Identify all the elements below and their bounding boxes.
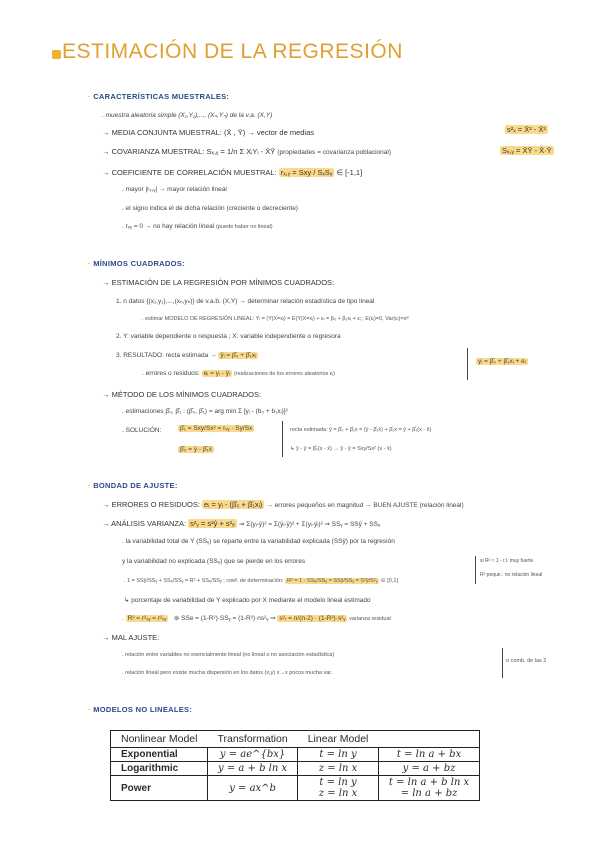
metodo-label: → MÉTODO DE LOS MÍNIMOS CUADRADOS: xyxy=(102,390,262,399)
model-formula: y = ax^b xyxy=(207,776,297,801)
brace xyxy=(467,348,468,380)
cov-line: → COVARIANZA MUESTRAL: Sₓ,ᵧ = 1/n Σ XᵢYᵢ - X̄Ȳ (propiedades = covarianza poblacional) xyxy=(102,147,392,156)
brace xyxy=(502,648,503,678)
mal1: . relación entre variables no esencialmente lineal (no lineal o no asociación estadística) xyxy=(122,652,335,658)
section-heading-modelos: · MODELOS NO LINEALES: xyxy=(88,705,193,714)
r2-note2: R² peque.: no relación lineal xyxy=(480,572,543,578)
step3: 3. RESULTADO: recta estimada → ŷᵢ = β̂₀ + β̂₁xᵢ xyxy=(116,352,257,359)
sol1: β̂₁ = Sxy/Sx² = rₓᵧ · Sy/Sx xyxy=(180,425,253,432)
brace xyxy=(475,556,476,584)
linear-model: y = a + bz xyxy=(378,762,479,776)
recta2-line: ↳ ŷ - ȳ = β̂₁(x - x̄) → ŷ - ȳ = Sxy/Sx² (x - x̄) xyxy=(290,446,392,452)
transformation: z = ln x xyxy=(298,762,379,776)
sol2: β̂₀ = ȳ - β̂₁x̄ xyxy=(180,446,213,453)
r2-line: . R² = r²ₓᵧ = r²ₓᵧ ⊛ SSe = (1-R²)·SSᵧ = (1-R²)·ns²ᵧ ⇒ s²ᵣ = n/(n-2) · (1-R²)·s²ᵧ varianza residual xyxy=(122,615,391,622)
section-heading-bondad: · BONDAD DE AJUSTE: xyxy=(88,481,178,490)
cov-highlight: Sₓ,ᵧ = X̄Ȳ - X̄·Ȳ xyxy=(502,146,552,155)
model-formula: y = ae^{bx} xyxy=(207,748,297,762)
corr-mayor: . mayor |rₓ,ᵧ| → mayor relación lineal xyxy=(122,186,227,193)
r2-eq: . 1 = SSŷ/SSᵧ + SSₑ/SSᵧ = R² + SSₑ/SSᵧ ; coef. de determinación: R² = 1 - SSₑ/SSᵧ = SSŷ/SSᵧ = S²ŷ/S²ᵧ ∈ [0,1] xyxy=(124,578,398,584)
mal2: . relación lineal pero existe mucha dispersión en los datos (x,y) x→x pocos mucha var. xyxy=(122,670,333,676)
table-row xyxy=(111,762,480,776)
model-name: Exponential xyxy=(111,748,208,762)
r2-note1: si R² ≈ 1 - r.l. muy fuerte xyxy=(480,558,534,564)
transformation: t = ln y xyxy=(298,748,379,762)
table-header: Nonlinear Model xyxy=(111,731,208,748)
media-line: → MEDIA CONJUNTA MUESTRAL: (X̄ , Ȳ) → vector de medias xyxy=(102,128,315,137)
var-total: . la variabilidad total de Y (SSᵧ) se reparte entre la variabilidad explicada (SSŷ) por la regresión xyxy=(122,538,395,545)
model-name: Logarithmic xyxy=(111,762,208,776)
solucion-label: . SOLUCIÓN: xyxy=(122,427,162,434)
muestra-text: . muestra aleatoria simple (X₁,Y₁),..., (Xₙ,Yₙ) de la v.a. (X,Y) xyxy=(102,112,273,119)
models-table xyxy=(110,730,480,801)
linear-line: = ln a + bz xyxy=(400,788,458,799)
page-title: ESTIMACIÓN DE LA REGRESIÓN xyxy=(62,40,403,63)
section-heading-caracteristicas: · CARACTERÍSTICAS MUESTRALES: xyxy=(88,92,230,101)
corr-cero: . rₓᵧ = 0 → no hay relación lineal (puede haber no lineal) xyxy=(122,223,273,230)
bondad-errores: → ERRORES O RESIDUOS: eᵢ = yᵢ - (β̂₀ + β̂₁xᵢ) → errores pequeños en magnitud → BUEN AJUSTE (relación lineal) xyxy=(102,500,464,509)
table-header: Transformation xyxy=(207,731,297,748)
var-no: y la variabilidad no explicada (SSₑ) que se pierde en los errores xyxy=(122,558,306,565)
corr-signo: . el signo indica el de dicha relación (creciente o decreciente) xyxy=(122,205,298,212)
brace xyxy=(282,421,283,457)
table-header: Linear Model xyxy=(298,731,379,748)
step1b: . estimar MODELO DE REGRESIÓN LINEAL: Yᵢ = (Y|X=xᵢ) = E(Y|X=xᵢ) + εᵢ = β₀ + β₁xᵢ + εᵢ ; E(εᵢ)=0, Var(εᵢ)=σ² xyxy=(142,316,409,322)
estimaciones-line: . estimaciones β̂₀, β̂₁ : (β̂₀, β̂₁) = arg min Σ [yᵢ - (b₀ + b₁xᵢ)]² xyxy=(122,408,288,415)
title-bullet-icon xyxy=(52,50,61,59)
recta-line: recta estimada: ŷ = β̂₀ + β̂₁x = (ȳ - β̂₁x̄) + β̂₁x = ȳ + β̂₁(x - x̄) xyxy=(290,427,432,433)
table-row xyxy=(111,748,480,762)
table-row xyxy=(111,776,480,801)
brace-formula: yᵢ = β̂₀ + β̂₁xᵢ + eᵢ xyxy=(478,358,526,365)
transformation-line: t = ln y xyxy=(319,777,357,788)
varianza-line: → ANÁLISIS VARIANZA: s²ᵧ = s²ŷ + s²ₑ ⇒ Σ(yᵢ-ȳ)² = Σ(ŷᵢ-ȳ)² + Σ(yᵢ-ŷᵢ)² ⇒ SSᵧ = SSŷ + SSₑ xyxy=(102,519,381,528)
linear-model xyxy=(378,776,479,801)
linear-line: t = ln a + b ln x xyxy=(388,777,470,788)
errores-line: . errores o residuos: eᵢ = yᵢ - ŷᵢ (realizaciones de los errores aleatorios εᵢ) xyxy=(142,370,335,377)
porcentaje: ↳ porcentaje de variabilidad de Y explicado por X mediante el modelo lineal estimado xyxy=(124,597,371,604)
mal-brace-note: o comb. de las 2 xyxy=(506,658,547,664)
section-heading-minimos: · MÍNIMOS CUADRADOS: xyxy=(88,259,185,268)
linear-model: t = ln a + bx xyxy=(378,748,479,762)
step1: 1. n datos {(x₁,y₁),...,(xₙ,yₙ)} de v.a.b. (X,Y) → determinar relación estadística de tipo lineal xyxy=(116,298,375,305)
corr-line: → COEFICIENTE DE CORRELACIÓN MUESTRAL: rₓ,ᵧ = Sxy / SₓSᵧ ∈ [-1,1] xyxy=(102,168,363,177)
step2: 2. Y: variable dependiente o respuesta ; X: variable independiente o regresora xyxy=(116,333,341,340)
model-formula: y = a + b ln x xyxy=(207,762,297,776)
mal-label: → MAL AJUSTE: xyxy=(102,633,160,642)
transformation xyxy=(298,776,379,801)
estim-label: → ESTIMACIÓN DE LA REGRESIÓN POR MÍNIMOS CUADRADOS: xyxy=(102,278,335,287)
sx2-formula: s²ₓ = X̄² - X̄² xyxy=(507,125,546,134)
transformation-line: z = ln x xyxy=(318,788,358,799)
model-name: Power xyxy=(111,776,208,801)
